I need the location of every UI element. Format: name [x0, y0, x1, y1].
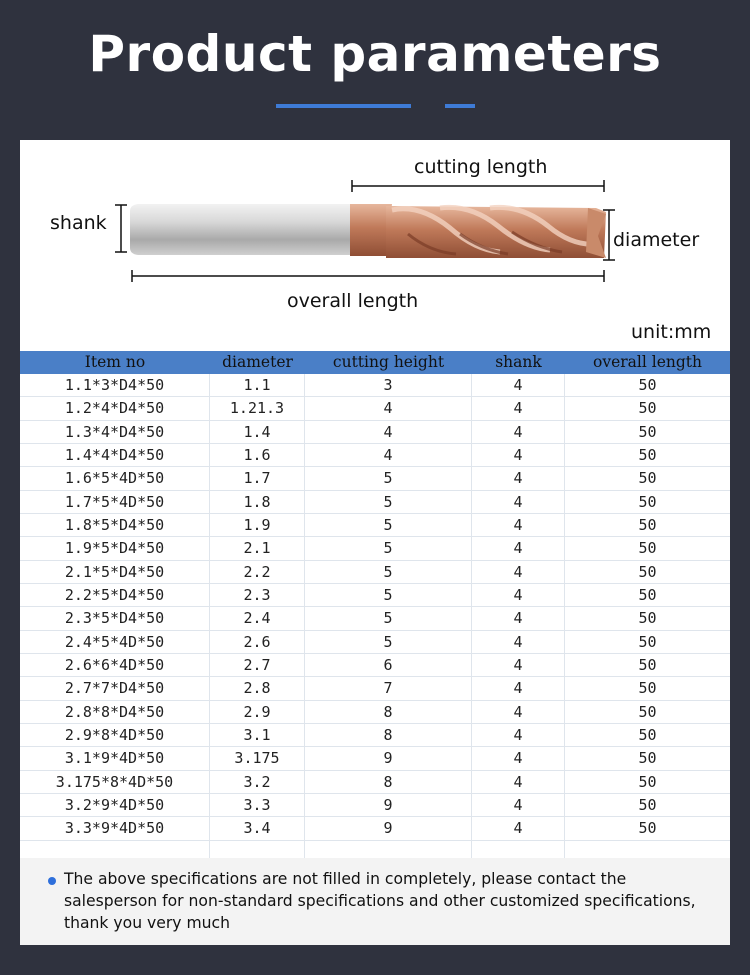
table-row: [20, 444, 730, 467]
item-no-cell: 3.1*9*4D*50: [20, 747, 210, 769]
diameter-cell: 1.9: [210, 514, 305, 536]
item-no-cell: 2.3*5*D4*50: [20, 607, 210, 629]
overall-length-cell: 50: [638, 749, 657, 768]
shank-cell: 4: [472, 584, 565, 606]
item-no-cell: 1.3*4*D4*50: [20, 421, 210, 443]
item-no-cell: 1.6*5*4D*50: [20, 467, 210, 489]
cutting-length-label: cutting length: [414, 156, 548, 178]
cutting-height-cell: 9: [305, 817, 472, 839]
table-row: [20, 817, 730, 840]
item-no-cell: 2.9*8*4D*50: [20, 724, 210, 746]
table-row: [20, 701, 730, 724]
overall-length-cell: 50: [638, 772, 657, 791]
note-text: The above specifications are not filled in completely, please contact the salesperson for non-standard specifications and other customized specifications, thank you very much: [64, 870, 696, 932]
item-no-cell: 1.9*5*D4*50: [20, 537, 210, 559]
column-header-cutting-height: cutting height: [332, 353, 445, 371]
cutting-height-cell: 9: [305, 794, 472, 816]
item-no-cell: 1.8*5*D4*50: [20, 514, 210, 536]
item-no-cell: 2.4*5*4D*50: [20, 631, 210, 653]
diameter-cell: 2.3: [210, 584, 305, 606]
page-title: Product parameters: [88, 25, 662, 83]
title-underline-short: [445, 104, 475, 108]
overall-length-cell: 50: [638, 422, 657, 441]
table-row: [20, 631, 730, 654]
cutting-height-cell: 8: [305, 771, 472, 793]
cutting-height-cell: 5: [305, 514, 472, 536]
diameter-cell: 3.2: [210, 771, 305, 793]
table-row: [20, 584, 730, 607]
item-no-cell: 1.7*5*4D*50: [20, 491, 210, 513]
table-row: [20, 561, 730, 584]
cutting-height-cell: 4: [305, 444, 472, 466]
cutting-height-cell: 8: [305, 701, 472, 723]
overall-length-cell: 50: [638, 376, 657, 394]
table-row: [20, 724, 730, 747]
cutting-height-cell: 8: [305, 724, 472, 746]
overall-length-cell: 50: [638, 655, 657, 674]
overall-length-cell: 50: [638, 725, 657, 744]
overall-length-cell: 50: [638, 469, 657, 488]
overall-length-cell: 50: [638, 562, 657, 581]
overall-length-cell: 50: [638, 492, 657, 511]
end-mill-diagram: [20, 140, 730, 350]
shank-cell: 4: [472, 724, 565, 746]
column-header-diameter: diameter: [222, 353, 293, 371]
overall-length-cell: 50: [638, 539, 657, 558]
item-no-cell: 2.2*5*D4*50: [20, 584, 210, 606]
diameter-cell: 1.1: [210, 374, 305, 396]
item-no-cell: 2.1*5*D4*50: [20, 561, 210, 583]
shank-cell: 4: [472, 374, 565, 396]
cutting-height-cell: 4: [305, 421, 472, 443]
shank-cell: 4: [472, 631, 565, 653]
overall-length-cell: 50: [638, 399, 657, 418]
table-row: [20, 747, 730, 770]
cutting-height-cell: 6: [305, 654, 472, 676]
cutting-height-cell: 3: [305, 374, 472, 396]
item-no-cell: 1.2*4*D4*50: [20, 397, 210, 419]
diameter-cell: 2.1: [210, 537, 305, 559]
item-no-cell: 2.7*7*D4*50: [20, 677, 210, 699]
cutting-height-cell: 7: [305, 677, 472, 699]
shank-cell: 4: [472, 561, 565, 583]
table-row: [20, 771, 730, 794]
shank-cell: 4: [472, 397, 565, 419]
parameters-panel: [20, 140, 730, 945]
item-no-cell: 3.175*8*4D*50: [20, 771, 210, 793]
column-header-overall-length: overall length: [593, 353, 702, 371]
cutting-height-cell: 5: [305, 491, 472, 513]
item-no-cell: 2.8*8*D4*50: [20, 701, 210, 723]
table-row: [20, 654, 730, 677]
diameter-cell: 1.6: [210, 444, 305, 466]
shank-cell: 4: [472, 537, 565, 559]
overall-length-cell: 50: [638, 702, 657, 721]
diameter-cell: 1.4: [210, 421, 305, 443]
table-row: [20, 467, 730, 490]
shank-cell: 4: [472, 514, 565, 536]
table-header: [20, 351, 730, 374]
table-row: [20, 794, 730, 817]
shank-cell: 4: [472, 747, 565, 769]
diameter-cell: 1.21.3: [210, 397, 305, 419]
item-no-cell: 1.1*3*D4*50: [20, 374, 210, 396]
column-header-item-no: Item no: [84, 353, 146, 371]
cutting-height-cell: 5: [305, 537, 472, 559]
cutting-height-cell: 5: [305, 631, 472, 653]
diameter-cell: 2.4: [210, 607, 305, 629]
diameter-cell: 2.7: [210, 654, 305, 676]
overall-length-cell: 50: [638, 515, 657, 534]
shank-cell: 4: [472, 771, 565, 793]
item-no-cell: 3.3*9*4D*50: [20, 817, 210, 839]
overall-length-cell: 50: [638, 609, 657, 628]
shank-label: shank: [50, 212, 107, 234]
shank-cell: 4: [472, 444, 565, 466]
shank-cell: 4: [472, 421, 565, 443]
shank-cell: 4: [472, 677, 565, 699]
overall-length-cell: 50: [638, 679, 657, 698]
shank-cell: 4: [472, 794, 565, 816]
diameter-cell: 3.3: [210, 794, 305, 816]
cutting-height-cell: 5: [305, 467, 472, 489]
overall-length-cell: 50: [638, 632, 657, 651]
cutting-height-cell: 5: [305, 584, 472, 606]
shank-cell: 4: [472, 607, 565, 629]
table-row: [20, 374, 730, 397]
overall-length-label: overall length: [287, 290, 419, 312]
title-underline-long: [276, 104, 411, 108]
cutting-height-cell: 5: [305, 607, 472, 629]
table-row: [20, 514, 730, 537]
table-row: [20, 491, 730, 514]
diameter-label: diameter: [613, 229, 700, 251]
shank-cell: 4: [472, 654, 565, 676]
diameter-cell: 2.9: [210, 701, 305, 723]
shank-cell: 4: [472, 467, 565, 489]
cutting-height-cell: 9: [305, 747, 472, 769]
table-row: [20, 607, 730, 630]
overall-length-cell: 50: [638, 795, 657, 814]
overall-length-cell: 50: [638, 585, 657, 604]
diameter-cell: 3.4: [210, 817, 305, 839]
table-row: [20, 677, 730, 700]
diameter-cell: 2.6: [210, 631, 305, 653]
shank-cell: 4: [472, 491, 565, 513]
table-body: [20, 374, 730, 864]
column-header-shank: shank: [495, 353, 542, 371]
overall-length-cell: 50: [638, 445, 657, 464]
bullet-icon: [48, 877, 56, 885]
cutting-height-cell: 5: [305, 561, 472, 583]
item-no-cell: 1.4*4*D4*50: [20, 444, 210, 466]
diameter-cell: 2.8: [210, 677, 305, 699]
diameter-cell: 2.2: [210, 561, 305, 583]
cutting-height-cell: 4: [305, 397, 472, 419]
overall-length-cell: 50: [638, 819, 657, 838]
diameter-cell: 3.175: [210, 747, 305, 769]
table-row: [20, 397, 730, 420]
item-no-cell: 3.2*9*4D*50: [20, 794, 210, 816]
unit-label: unit:mm: [631, 321, 712, 343]
specification-note: [20, 858, 730, 945]
diameter-cell: 1.8: [210, 491, 305, 513]
table-row: [20, 421, 730, 444]
table-row: [20, 537, 730, 560]
shank-cell: 4: [472, 701, 565, 723]
shank-cell: 4: [472, 817, 565, 839]
diameter-cell: 1.7: [210, 467, 305, 489]
diameter-cell: 3.1: [210, 724, 305, 746]
item-no-cell: 2.6*6*4D*50: [20, 654, 210, 676]
